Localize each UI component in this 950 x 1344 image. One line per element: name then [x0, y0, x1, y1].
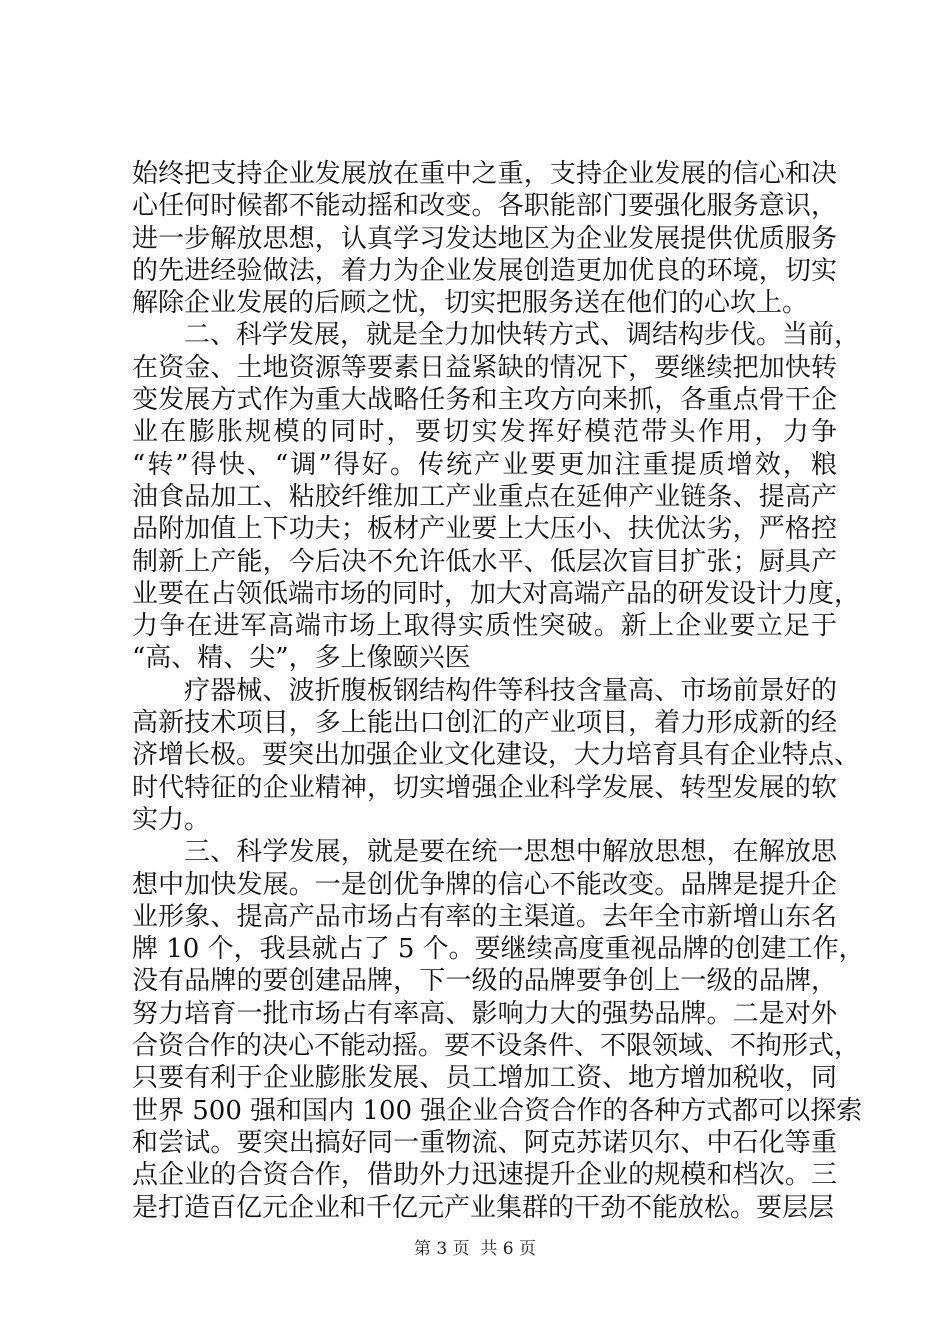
- text-line: 油食品加工、粘胶纤维加工产业重点在延伸产业链条、提高产: [132, 481, 837, 512]
- text-line: 高新技术项目，多上能出口创汇的产业项目，着力形成新的经: [132, 708, 837, 739]
- page-footer: [0, 1238, 950, 1260]
- text-line: 制新上产能，今后决不允许低水平、低层次盲目扩张；厨具产: [132, 546, 837, 577]
- text-line: 心任何时候都不能动摇和改变。各职能部门要强化服务意识，: [132, 191, 837, 222]
- text-line: 牌 10 个，我县就占了 5 个。要继续高度重视品牌的创建工作，: [132, 934, 865, 965]
- page-number-label: 第 3 页 共 6 页: [413, 1239, 537, 1259]
- text-line: “高、精、尖”，多上像颐兴医: [132, 643, 471, 674]
- text-line: 实力。: [132, 804, 211, 835]
- text-line: 济增长极。要突出加强企业文化建设，大力培育具有企业特点、: [132, 740, 861, 771]
- text-line: 只要有利于企业膨胀发展、员工增加工资、地方增加税收，同: [132, 1063, 837, 1094]
- text-line: 世界 500 强和国内 100 强企业合资合作的各种方式都可以探索: [132, 1095, 863, 1126]
- paragraph: [132, 675, 861, 836]
- text-line: 三、科学发展，就是要在统一思想中解放思想，在解放思: [184, 837, 837, 868]
- text-line: 点企业的合资合作，借助外力迅速提升企业的规模和档次。三: [132, 1160, 837, 1191]
- text-line: 变发展方式作为重大战略任务和主攻方向来抓，各重点骨干企: [132, 385, 837, 416]
- text-line: 品附加值上下功夫；板材产业要上大压小、扶优汰劣，严格控: [132, 514, 837, 545]
- text-line: 进一步解放思想，认真学习发达地区为企业发展提供优质服务: [132, 223, 837, 254]
- text-line: 力争在进军高端市场上取得实质性突破。新上企业要立足于: [132, 611, 837, 642]
- document-body: [132, 158, 865, 1224]
- text-line: 努力培育一批市场占有率高、影响力大的强势品牌。二是对外: [132, 998, 837, 1029]
- text-line: 业要在占领低端市场的同时，加大对高端产品的研发设计力度，: [132, 578, 861, 609]
- text-line: 二、科学发展，就是全力加快转方式、调结构步伐。当前，: [184, 320, 861, 351]
- text-line: 的先进经验做法，着力为企业发展创造更加优良的环境，切实: [132, 255, 837, 286]
- text-line: “转”得快、“调”得好。传统产业要更加注重提质增效，粮: [132, 449, 837, 480]
- text-line: 合资合作的决心不能动摇。要不设条件、不限领域、不拘形式，: [132, 1031, 861, 1062]
- text-line: 想中加快发展。一是创优争牌的信心不能改变。品牌是提升企: [132, 869, 837, 900]
- text-line: 解除企业发展的后顾之忧，切实把服务送在他们的心坎上。: [132, 288, 809, 319]
- text-line: 和尝试。要突出搞好同一重物流、阿克苏诺贝尔、中石化等重: [132, 1127, 837, 1158]
- text-line: 时代特征的企业精神，切实增强企业科学发展、转型发展的软: [132, 772, 837, 803]
- text-line: 始终把支持企业发展放在重中之重，支持企业发展的信心和决: [132, 159, 837, 189]
- text-line: 没有品牌的要创建品牌，下一级的品牌要争创上一级的品牌，: [132, 966, 837, 997]
- paragraph: [132, 319, 861, 674]
- paragraph: [132, 158, 837, 319]
- text-line: 业在膨胀规模的同时，要切实发挥好模范带头作用，力争: [132, 417, 837, 448]
- text-line: 疗器械、波折腹板钢结构件等科技含量高、市场前景好的: [184, 675, 837, 706]
- text-line: 是打造百亿元企业和千亿元产业集群的干劲不能放松。要层层: [132, 1192, 835, 1223]
- text-line: 业形象、提高产品市场占有率的主渠道。去年全市新增山东名: [132, 901, 837, 932]
- paragraph: [132, 836, 865, 1224]
- text-line: 在资金、土地资源等要素日益紧缺的情况下，要继续把加快转: [132, 352, 837, 383]
